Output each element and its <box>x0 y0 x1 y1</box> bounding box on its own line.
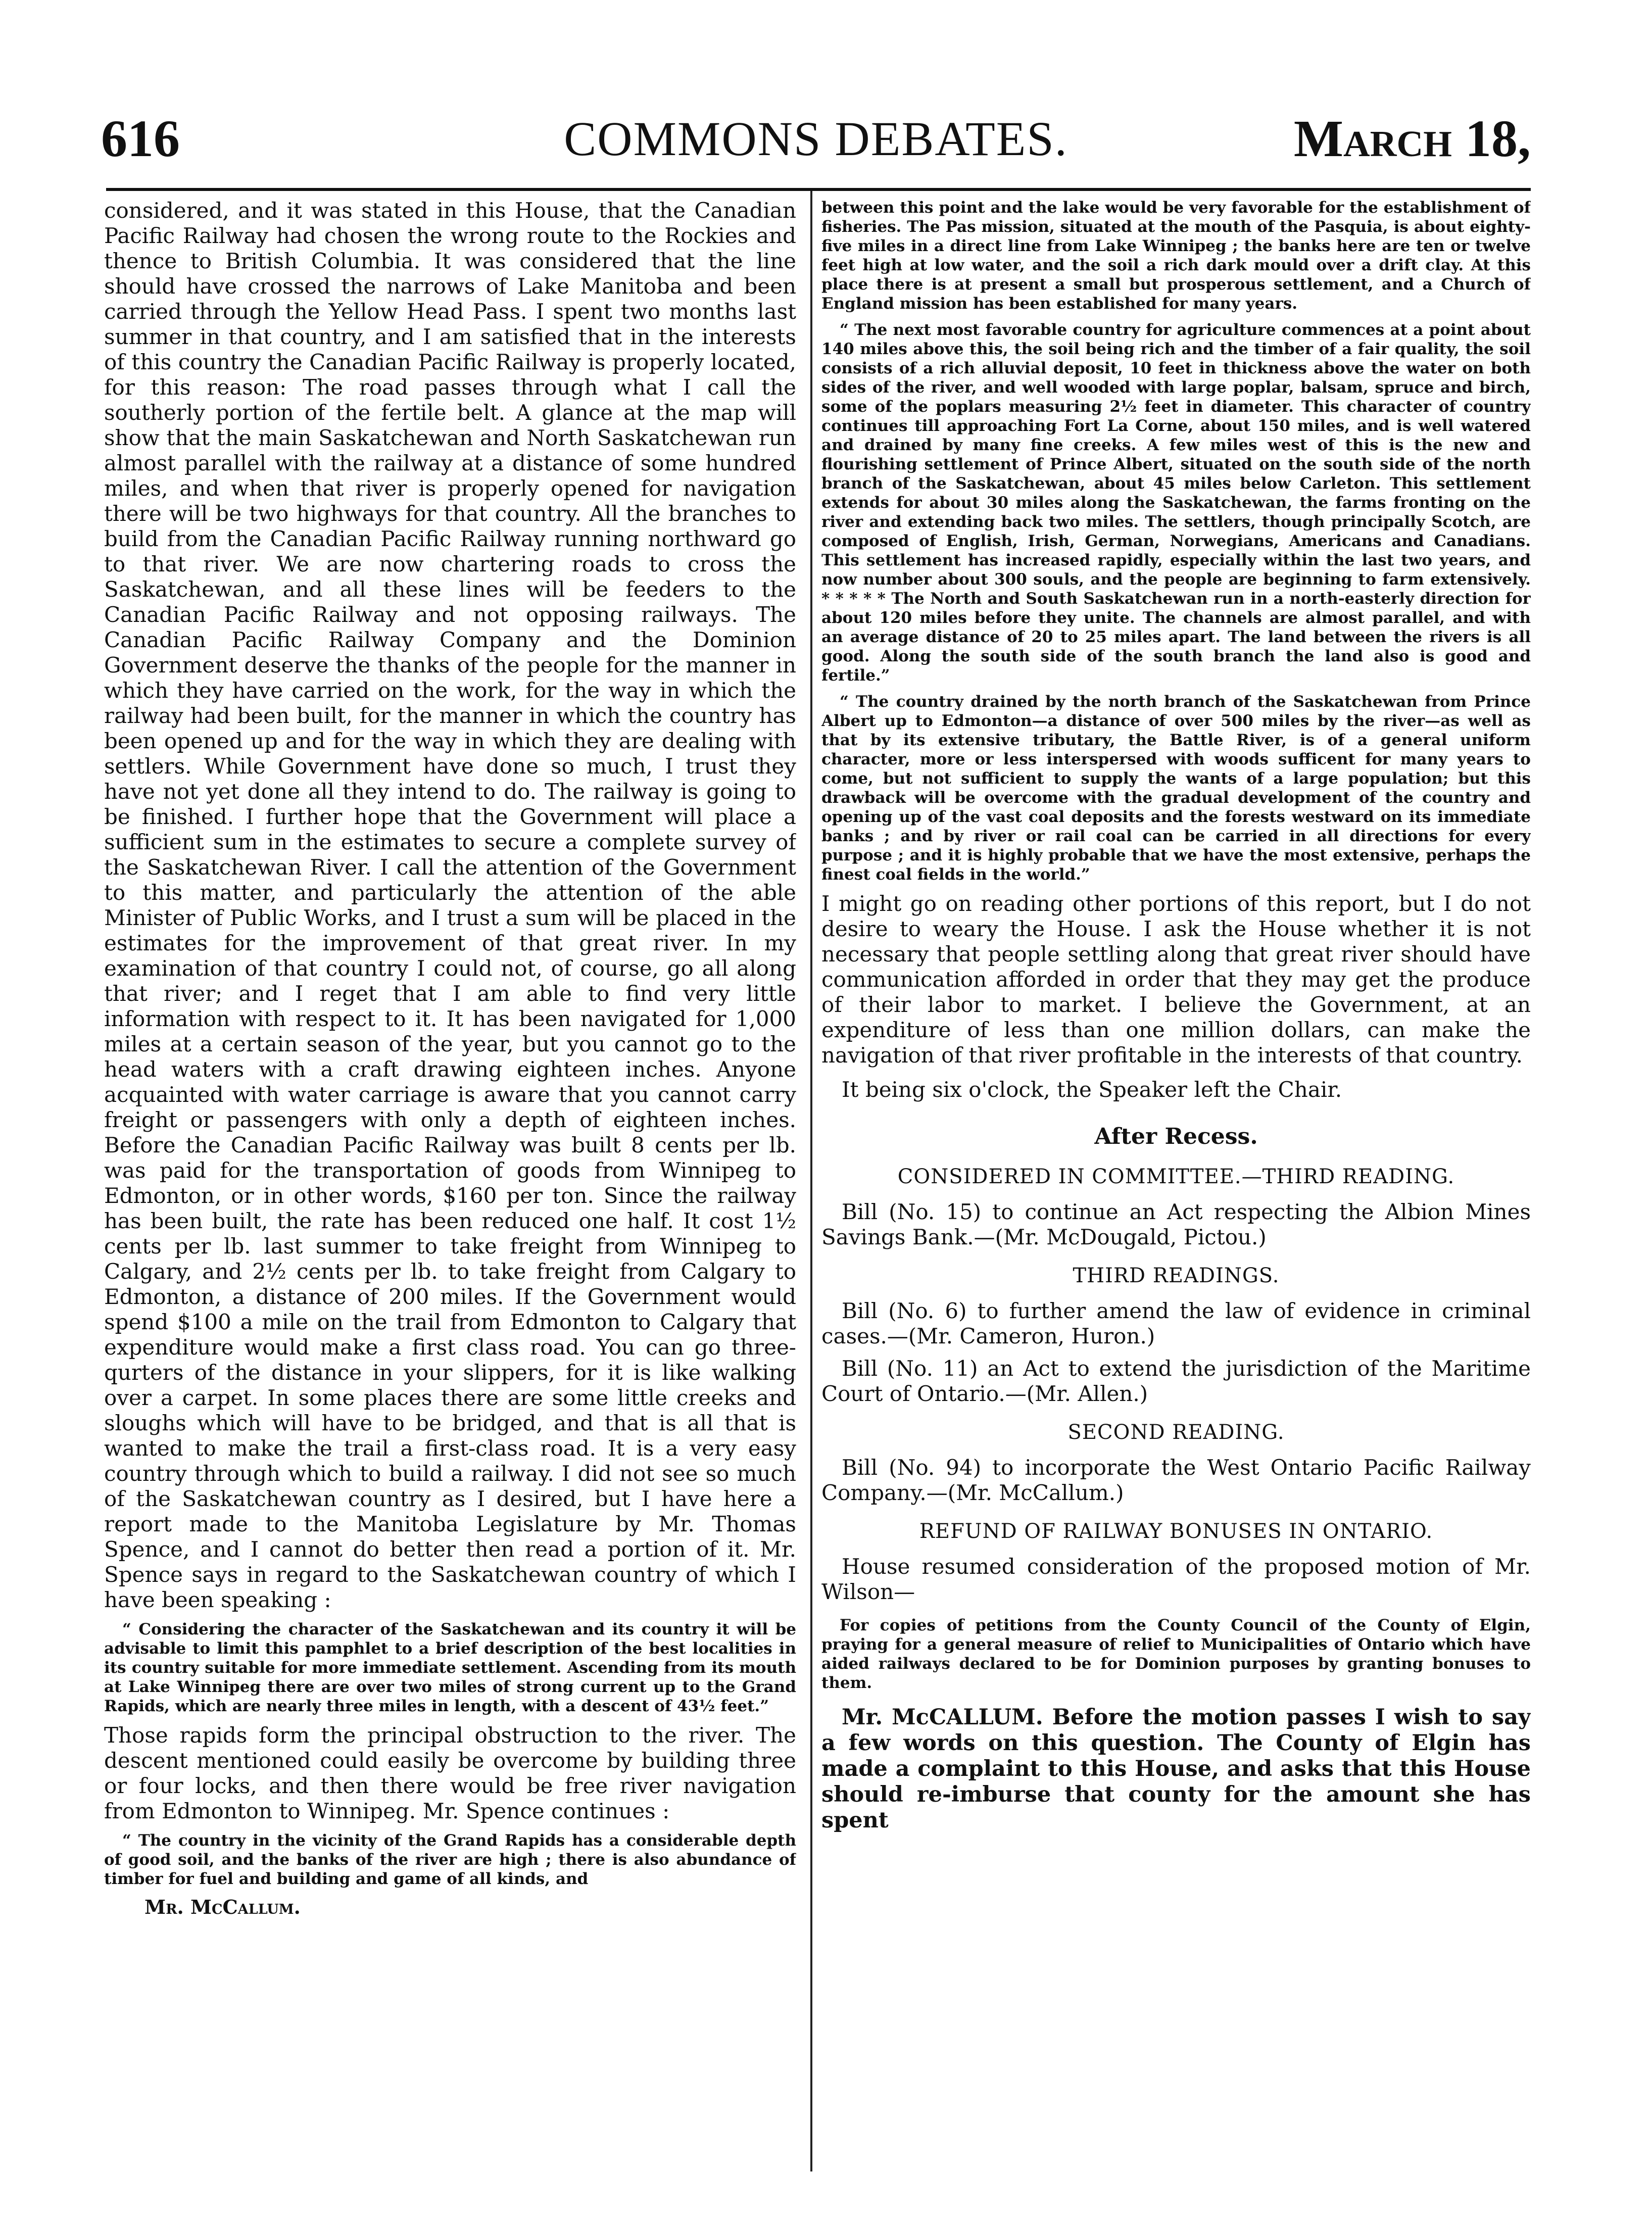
motion-text: For copies of petitions from the County Council of the County of Elgin, praying for a general measure of relief to Municipalities of Ontario which have aided railways declared to be for Dominion purposes by granting bonuses to them. <box>821 1616 1531 1692</box>
publication-title: COMMONS DEBATES. <box>564 112 1068 166</box>
header-rule <box>106 188 1531 191</box>
page-number: 616 <box>101 110 180 168</box>
after-recess-heading: After Recess. <box>1094 1124 1258 1149</box>
speech-paragraph: I might go on reading other portions of this report, but I do not desire to weary the House. I ask the House whether it is not necessary that people settling along that great river should have communication afforded in order that they may get the produce of their labor to market. I believe the Government, at an expenditure of less than one million dollars, can make the navigation of that river profitable in the interests of that country. <box>821 891 1531 1068</box>
second-reading-heading: SECOND READING. <box>1067 1421 1285 1444</box>
bill-entry: Bill (No. 94) to incorporate the West Ontario Pacific Railway Company.—(Mr. McCallum.) <box>821 1455 1531 1505</box>
third-readings-heading: THIRD READINGS. <box>1073 1264 1280 1287</box>
bill-entry: Bill (No. 11) an Act to extend the jurisdiction of the Maritime Court of Ontario.—(Mr. Allen.) <box>821 1356 1531 1406</box>
left-column <box>104 198 796 2184</box>
mccallum-speech: Mr. McCALLUM. Before the motion passes I wish to say a few words on this question. The County of Elgin has made a complaint to this House, and asks that this House should re-imburse that county for the amount she has spent <box>821 1705 1531 1833</box>
quoted-report: between this point and the lake would be very favorable for the establishment of fisheries. The Pas mission, situated at the mouth of the Pasquia, is about eighty-five miles in a direct line from Lake Winnipeg ; the banks here are ten or twelve feet high at low water, and the soil a rich dark mould over a drift clay. At this place there is at present a small but prosperous settlement, and a Church of England mission has been established for many years. <box>821 199 1531 313</box>
bill-entry: Bill (No. 6) to further amend the law of evidence in criminal cases.—(Mr. Cameron, Huron.) <box>821 1298 1531 1348</box>
page-header <box>101 101 1531 177</box>
column-divider <box>810 191 812 2171</box>
page-date: March 18, <box>1293 110 1531 168</box>
speaker-left-note: It being six o'clock, the Speaker left the Chair. <box>842 1077 1342 1102</box>
quoted-report: “ The country drained by the north branch of the Saskatchewan from Prince Albert up to Edmonton—a distance of over 500 miles by the river—as well as that by its extensive tributary, the Battle River, is of a general uniform character, more or less interspersed with woods sufficent for many years to come, but not sufficient to supply the wants of a large population; but this drawback will be overcome with the gradual development of the country and opening up of the vast coal deposits and the forests westward on its immediate banks ; and by river or rail coal can be carried in all directions for every purpose ; and it is highly probable that we have the most extensive, perhaps the finest coal fields in the world.” <box>821 693 1531 884</box>
committee-heading: CONSIDERED IN COMMITTEE.—THIRD READING. <box>897 1165 1455 1188</box>
speech-paragraph: Those rapids form the principal obstruction to the river. The descent mentioned could easily be overcome by building three or four locks, and then there would be free river navigation from Edmonton to Winnipeg. Mr. Spence continues : <box>104 1723 796 1823</box>
motion-resumed: House resumed consideration of the proposed motion of Mr. Wilson— <box>821 1554 1531 1604</box>
speech-paragraph: considered, and it was stated in this House, that the Canadian Pacific Railway had chosen the wrong route to the Rockies and thence to British Columbia. It was considered that the line should have crossed the narrows of Lake Manitoba and been carried through the Yellow Head Pass. I spent two months last summer in that country, and I am satisfied that in the interests of this country the Canadian Pacific Railway is properly located, for this reason: The road passes through what I call the southerly portion of the fertile belt. A glance at the map will show that the main Saskatchewan and North Saskatchewan run almost parallel with the railway at a distance of some hundred miles, and when that river is properly opened for navigation there will be two highways for that country. All the branches to build from the Canadian Pacific Railway running northward go to that river. We are now chartering roads to cross the Saskatchewan, and all these lines will be feeders to the Canadian Pacific Railway and not opposing railways. The Canadian Pacific Railway Company and the Dominion Government deserve the thanks of the people for the manner in which they have carried on the work, for the way in which the railway had been built, for the manner in which the country has been opened up and for the way in which they are dealing with settlers. While Government have done so much, I trust they have not yet done all they intend to do. The railway is going to be finished. I further hope that the Government will place a sufficient sum in the estimates to secure a complete survey of the Saskatchewan River. I call the attention of the Government to this matter, and particularly the attention of the able Minister of Public Works, and I trust a sum will be placed in the estimates for the improvement of that great river. In my examination of that country I could not, of course, go all along that river; and I reget that I am able to find very little information with respect to it. It has been navigated for 1,000 miles at a certain season of the year, but you cannot go to the head waters with a craft drawing eighteen inches. Anyone acquainted with water carriage is aware that you cannot carry freight or passengers with only a depth of eighteen inches. Before the Canadian Pacific Railway was built 8 cents per lb. was paid for the transportation of goods from Winnipeg to Edmonton, or in other words, $160 per ton. Since the railway has been built, the rate has been reduced one half. It cost 1½ cents per lb. last summer to take freight from Winnipeg to Calgary, and 2½ cents per lb. to take freight from Calgary to Edmonton, a distance of 200 miles. If the Government would spend $100 a mile on the trail from Edmonton to Calgary that expenditure would make a first class road. You can go three-qurters of the distance in your slippers, for it is like walking over a carpet. In some places there are some little creeks and sloughs which will have to be bridged, and that is all that is wanted to make the trail a first-class road. It is a very easy country through which to build a railway. I did not see so much of the Saskatchewan country as I desired, but I have here a report made to the Manitoba Legislature by Mr. Thomas Spence, and I cannot do better then read a portion of it. Mr. Spence says in regard to the Saskatchewan country of which I have been speaking : <box>104 198 796 1612</box>
quoted-report: “ Considering the character of the Saskatchewan and its country it will be advisable to limit this pamphlet to a brief description of the best localities in its country suitable for more immediate settlement. Ascending from its mouth at Lake Winnipeg there are over two miles of strong current up to the Grand Rapids, which are nearly three miles in length, with a descent of 43½ feet.” <box>104 1620 796 1715</box>
refund-heading: REFUND OF RAILWAY BONUSES IN ONTARIO. <box>919 1520 1433 1543</box>
right-column <box>821 198 1531 2184</box>
quoted-report: “ The country in the vicinity of the Grand Rapids has a considerable depth of good soil, and the banks of the river are high ; there is also abundance of timber for fuel and building and game of all kinds, and <box>104 1831 796 1888</box>
speaker-signature: Mr. McCallum. <box>144 1896 301 1918</box>
bill-entry: Bill (No. 15) to continue an Act respecting the Albion Mines Savings Bank.—(Mr. McDougald, Pictou.) <box>821 1199 1531 1249</box>
quoted-report: “ The next most favorable country for agriculture commences at a point about 140 miles above this, the soil being rich and the timber of a fair quality, the soil consists of a rich alluvial deposit, 10 feet in thickness above the water on both sides of the river, and well wooded with large poplar, balsam, spruce and birch, some of the poplars measuring 2½ feet in diameter. This character of country continues till approaching Fort La Corne, about 150 miles, and is well watered and drained by many fine creeks. A few miles west of this is the new and flourishing settlement of Prince Albert, situated on the south side of the north branch of the Saskatchewan, about 45 miles below Carleton. This settlement extends for about 30 miles along the Saskatchewan, the farms fronting on the river and extending back two miles. The settlers, though principally Scotch, are composed of English, Irish, German, Norwegians, Americans and Canadians. This settlement has increased rapidly, especially within the last two years, and now number about 300 souls, and the people are beginning to farm extensively. * * * * * The North and South Saskatchewan run in a north-easterly direction for about 120 miles before they unite. The channels are almost parallel, and with an average distance of 20 to 25 miles apart. The land between the rivers is all good. Along the south side of the south branch the land also is good and fertile.” <box>821 321 1531 685</box>
